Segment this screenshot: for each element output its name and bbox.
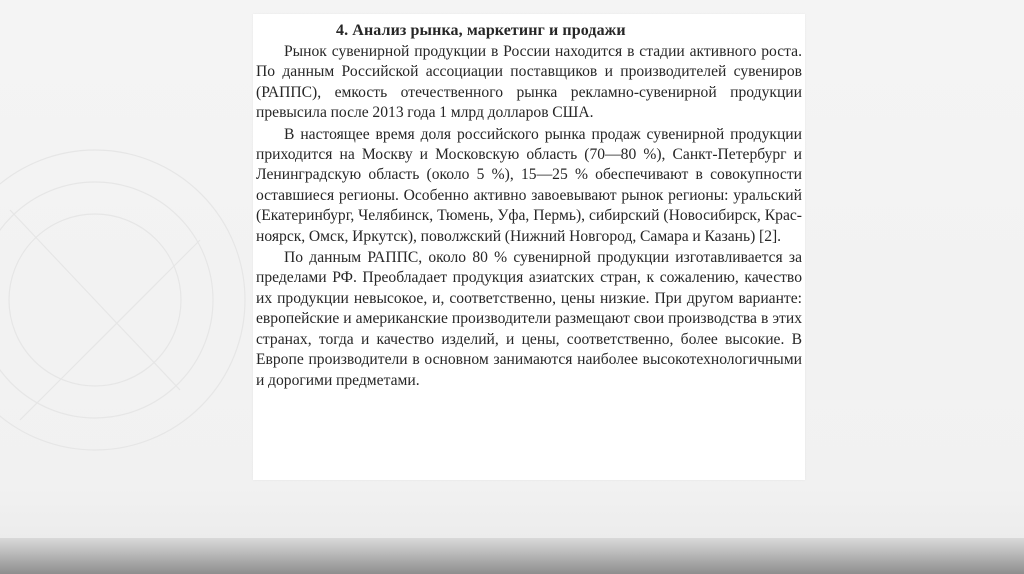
paragraph-regional-share: В настоящее время доля российского рынка продаж сувенирной продукции приходится на Москву и Московскую область (70—80 %), Санкт-Петербург и Ленинградскую область (около 5 %), 15—25 % обеспечивают в совокупности оставшиеся регионы. Особенно активно завоевывают рынок регионы: уральский (Екатеринбург, Челябинск, Тюмень, Уфа, Пермь), сибирский (Новосибирск, Красноярск, Омск, Иркутск), поволжский (Нижний Новгород, Самара и Казань) [2]. bbox=[256, 125, 802, 245]
section-heading: 4. Анализ рынка, маркетинг и продажи bbox=[336, 22, 626, 39]
document-page bbox=[253, 14, 805, 480]
paragraph-production-origin: По данным РАППС, около 80 % сувенирной продукции изготавливается за пределами РФ. Преобладает продукция азиатских стран, к сожалению, качество их продукции невысокое, и, соответственно, цены низкие. При другом варианте: европейские и американские производители размещают свои производства в этих странах, тогда и качество изделий, и цены, соответственно, более высокие. В Европе производители в основном занимаются наиболее высокотехнологичными и дорогими предметами. bbox=[256, 249, 802, 389]
bottom-bar bbox=[0, 538, 1024, 574]
paragraph-market-growth: Рынок сувенирной продукции в России находится в стадии активного роста. По данным Российской ассоциации поставщиков и производителей сувениров (РАППС), емкость отечественного рынка рекламно-сувенирной продукции превысила после 2013 года 1 млрд долларов США. bbox=[256, 43, 802, 122]
